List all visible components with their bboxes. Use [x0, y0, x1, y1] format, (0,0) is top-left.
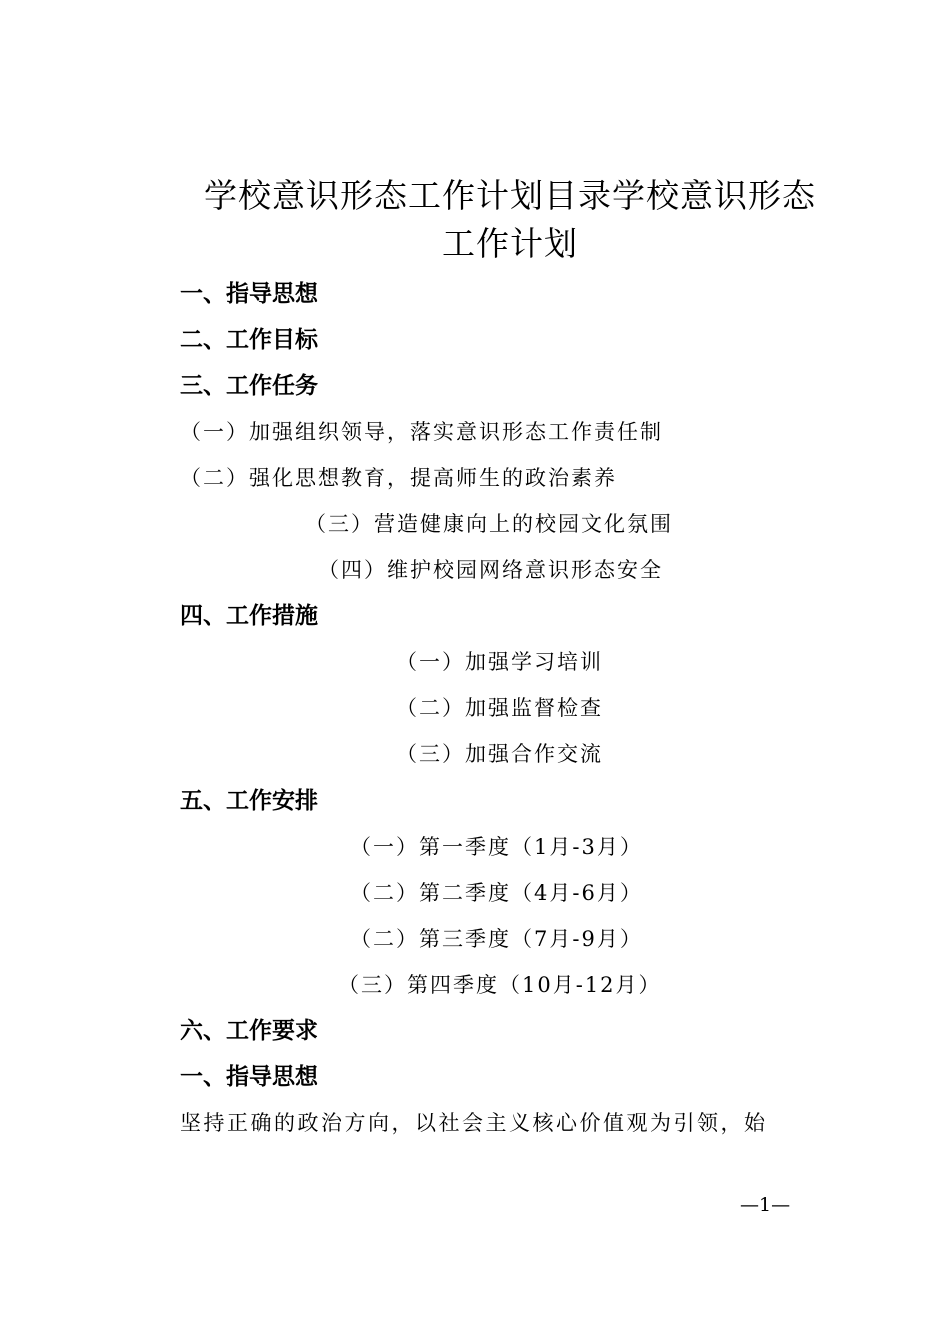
toc-item-5-4: （三）第四季度（10月-12月） [338, 973, 662, 997]
page-number: —1— [740, 1194, 791, 1216]
toc-section-2: 二、工作目标 [180, 327, 318, 353]
toc-item-4-2: （二）加强监督检查 [396, 696, 603, 720]
body-paragraph-line: 坚持正确的政治方向，以社会主义核心价值观为引领，始 [180, 1111, 768, 1135]
section-1-heading: 一、指导思想 [180, 1064, 318, 1090]
toc-section-1: 一、指导思想 [180, 281, 318, 307]
document-title-line-2: 工作计划 [442, 224, 578, 263]
toc-item-3-4: （四）维护校园网络意识形态安全 [318, 558, 663, 582]
toc-item-4-1: （一）加强学习培训 [396, 650, 603, 674]
document-title-line-1: 学校意识形态工作计划目录学校意识形态 [204, 176, 816, 215]
toc-item-3-1: （一）加强组织领导，落实意识形态工作责任制 [180, 420, 663, 444]
toc-item-5-2: （二）第二季度（4月-6月） [350, 881, 643, 905]
toc-item-5-3: （二）第三季度（7月-9月） [350, 927, 643, 951]
toc-item-3-2: （二）强化思想教育，提高师生的政治素养 [180, 466, 617, 490]
toc-section-3: 三、工作任务 [180, 373, 318, 399]
toc-section-5: 五、工作安排 [180, 788, 318, 814]
toc-section-6: 六、工作要求 [180, 1018, 318, 1044]
toc-item-3-3: （三）营造健康向上的校园文化氛围 [305, 512, 673, 536]
toc-item-5-1: （一）第一季度（1月-3月） [350, 835, 643, 859]
toc-item-4-3: （三）加强合作交流 [396, 742, 603, 766]
toc-section-4: 四、工作措施 [180, 603, 318, 629]
